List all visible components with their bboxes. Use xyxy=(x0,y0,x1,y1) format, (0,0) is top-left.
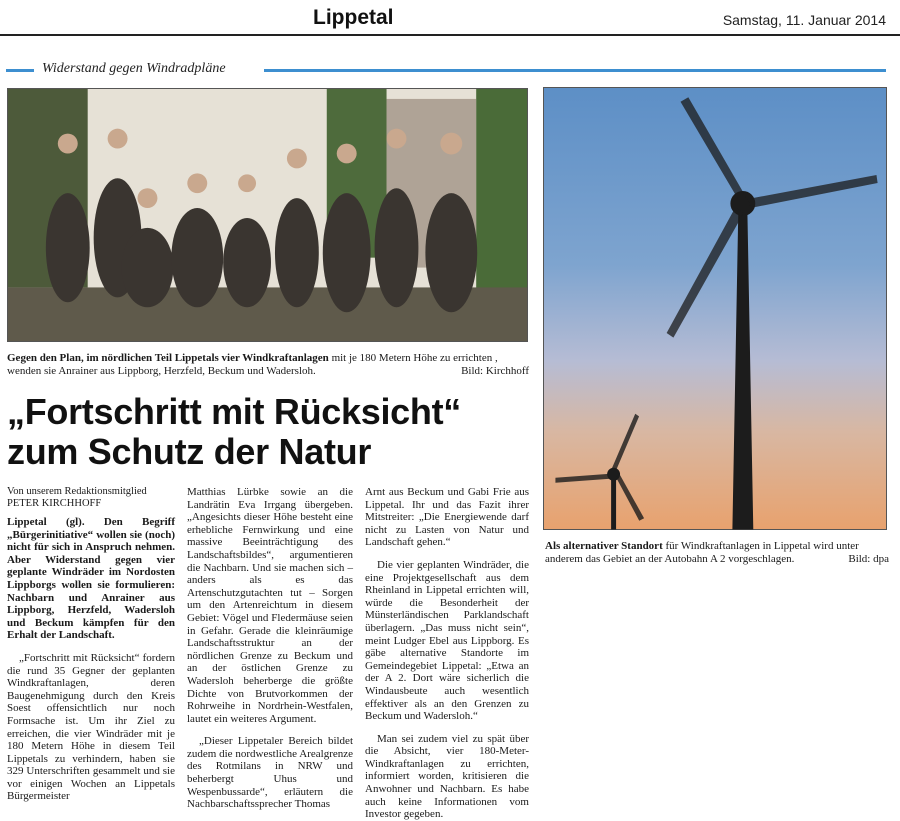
article-paragraph: „Fortschritt mit Rücksicht“ fordern die rund 35 Gegner der geplanten Windkraftanlagen, deren Baugenehmigung durch den Kreis Soest offensichtlich nur noch Formsache ist. Um ihr Ziel zu erreichen, die vier Windräder mit je 180 Metern Höhe in diesem Teil Lippetals zu verhindern, haben sie 329 Unterschriften gesammelt und sie vor einigen Wochen an Lippetals Bürgermeister xyxy=(7,651,175,803)
section-title: Lippetal xyxy=(313,6,394,29)
kicker-row xyxy=(6,60,886,80)
caption-text: mit je 180 Metern Höhe zu errichten , wenden sie Anrainer aus Lippborg, Herzfeld, Beckum und Wadersloh. xyxy=(7,352,498,377)
group-photo xyxy=(7,88,528,342)
group-photo-caption xyxy=(7,352,529,378)
article-column-2 xyxy=(187,486,353,811)
article-paragraph: Matthias Lürbke sowie an die Landrätin Eva Irrgang übergeben. „Angesichts dieser Höhe besteht eine erhebliche Fernwirkung und eine massive Beeinträchtigung des Landschaftsbildes“, argumentieren die Nachbarn. Und sie machen sich – anders als es das Artenschutzgutachten tut – Sorgen um den Artenreichtum in diesem Gebiet: Vögel und Fledermäuse seien in Gefahr. Gerade die kleinräumige Landschaftsstruktur an der nördlichen Grenze zu Beckum und an der östlichen Grenze zu Wadersloh beherberge die größte Dichte von Brutvorkommen der Rohrweihe in Nordrhein-Westfalen, lautet ein weiteres Argument. xyxy=(187,486,353,725)
article-column-3 xyxy=(365,486,529,821)
issue-date: Samstag, 11. Januar 2014 xyxy=(722,12,886,28)
headline-line-2: zum Schutz der Natur xyxy=(7,431,372,472)
photo-credit: Bild: dpa xyxy=(848,553,889,565)
wind-turbine-photo xyxy=(543,87,887,530)
page-header xyxy=(0,0,900,36)
caption-text: für Windkraftanlagen in Lippetal wird unter anderem das Gebiet an der Autobahn A 2 vorgeschlagen. xyxy=(545,540,859,565)
kicker-rule-left xyxy=(6,69,34,72)
byline-author: PETER KIRCHHOFF xyxy=(7,498,102,509)
caption-lead: Als alternativer Standort xyxy=(545,540,663,552)
photo-credit: Bild: Kirchhoff xyxy=(461,365,529,377)
caption-lead: Gegen den Plan, im nördlichen Teil Lippetals vier Windkraftanlagen xyxy=(7,352,329,364)
kicker-text: Widerstand gegen Windradpläne xyxy=(42,61,226,76)
article-paragraph: „Dieser Lippetaler Bereich bildet zudem die nordwestliche Arealgrenze des Rotmilans in NRW und beherbergt Uhus und Wespenbussarde“, erläutern die Nachbarschaftssprecher Thomas xyxy=(187,735,353,811)
byline xyxy=(7,486,182,510)
wind-turbine-illustration xyxy=(544,88,886,529)
headline xyxy=(7,392,537,472)
group-photo-illustration xyxy=(8,89,527,341)
kicker-rule-right xyxy=(264,69,886,72)
article-paragraph: Arnt aus Beckum und Gabi Frie aus Lippetal. Ihr und das Fazit ihrer Mitstreiter: „Die Energiewende darf nicht zu Lasten von Natur und Landschaft gehen.“ xyxy=(365,486,529,549)
article-column-1 xyxy=(7,516,175,803)
article-paragraph: Die vier geplanten Windräder, die eine Projektgesellschaft aus dem Rheinland in Lippetal errichten will, würde die Besonderheit der Münsterländischen Parklandschaft überlagern. „Das muss nicht sein“, meint Ludger Ebel aus Lippborg. Es gäbe alternative Standorte im Gemeindegebiet Lippetal: „Etwa an der A 2. Dort wäre sicherlich die Windausbeute auch wesentlich effektiver als an den Grenzen zu Beckum und Wadersloh.“ xyxy=(365,558,529,723)
wind-photo-caption xyxy=(545,540,889,566)
article-paragraph: Man sei zudem viel zu spät über die Absicht, vier 180-Meter-Windkraftanlagen zu errichten, informiert worden, kritisieren die Anwohner und Nachbarn. Es habe auch keine Informationen vom Investor gegeben. xyxy=(365,732,529,821)
article-lead: Lippetal (gl). Den Begriff „Bürgerinitiative“ wollen sie (noch) nicht für sich in Anspruch nehmen. Aber Widerstand gegen vier geplante Windräder im Nordosten Lippborgs wollen sie formulieren: Nachbarn und Anrainer aus Lippborg, Herzfeld, Wadersloh und Beckum kämpfen für den Erhalt der Landschaft. xyxy=(7,516,175,642)
headline-line-1: „Fortschritt mit Rücksicht“ xyxy=(7,391,461,432)
byline-line-1: Von unserem Redaktionsmitglied xyxy=(7,486,147,497)
